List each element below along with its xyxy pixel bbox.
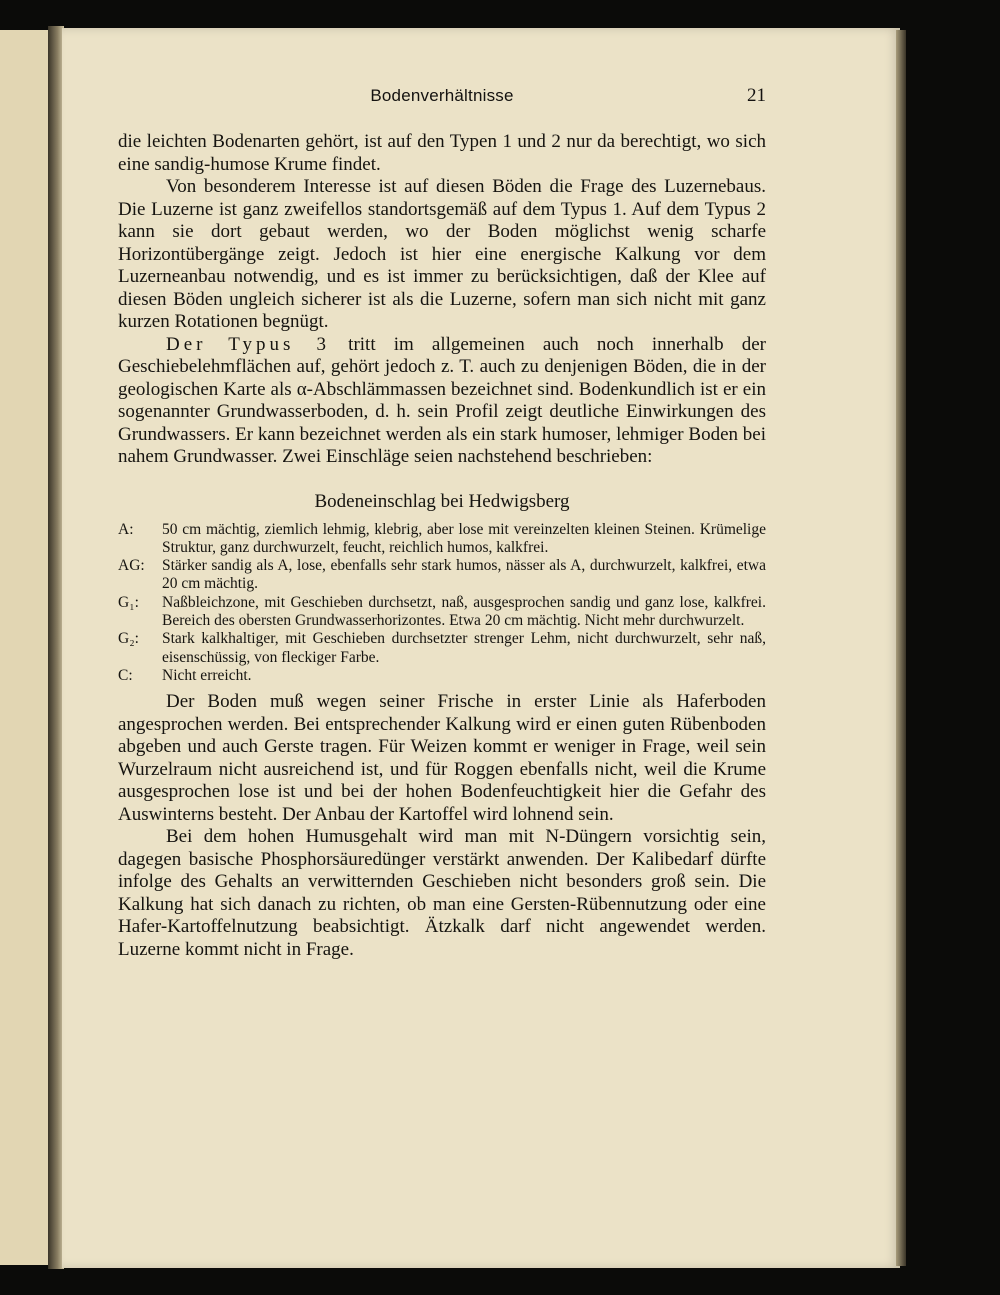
running-head: Bodenverhältnisse xyxy=(370,86,514,105)
paragraph-1-text: die leichten Bodenarten gehört, ist auf den Typen 1 und 2 nur da berechtigt, wo sich eine sandig-humose Krume findet. xyxy=(118,131,766,175)
paragraph-5 xyxy=(118,826,766,961)
horizon-description: Nicht erreicht. xyxy=(162,666,252,684)
horizon-label: C: xyxy=(118,666,133,684)
facing-page-edge xyxy=(0,30,51,1265)
horizon-ag xyxy=(118,557,766,594)
horizon-a xyxy=(118,521,766,558)
page-header xyxy=(118,86,766,112)
horizon-description: Stärker sandig als A, lose, ebenfalls sehr stark humos, nässer als A, durchwurzelt, kalkfrei, etwa 20 cm mächtig. xyxy=(162,557,766,593)
paragraph-1 xyxy=(118,131,766,176)
horizon-description: Naßbleichzone, mit Geschieben durchsetzt, naß, ausgesprochen sandig und ganz lose, kalkfrei. Bereich des obersten Grundwasserhorizontes. Etwa 20 cm mächtig. Nicht mehr durchwurzelt. xyxy=(162,593,766,629)
paragraph-4 xyxy=(118,691,766,826)
horizon-list xyxy=(118,521,766,686)
type-3-emphasis: Der Typus 3 xyxy=(166,333,331,355)
profile-heading: Bodeneinschlag bei Hedwigsberg xyxy=(314,490,570,512)
paragraph-3-text: tritt im allgemeinen auch noch innerhalb der Geschiebelehmflächen auf, gehört jedoch z. T. auch zu denjenigen Böden, die in der geologischen Karte als α-Abschlämmassen bezeichnet sind. Bodenkundlich ist er ein sogenannter Grundwasserboden, d. h. sein Profil zeigt deutliche Einwirkungen des Grundwassers. Er kann bezeichnet werden als ein stark humoser, lehmiger Boden bei nahem Grundwasser. Zwei Einschläge seien nachstehend beschrieben: xyxy=(118,333,766,467)
paragraph-2 xyxy=(118,176,766,334)
horizon-description: Stark kalkhaltiger, mit Geschieben durchsetzter strenger Lehm, nicht durchwurzelt, sehr naß, eisenschüssig, von fleckiger Farbe. xyxy=(162,630,766,666)
page-fore-edge xyxy=(896,30,906,1266)
page-number: 21 xyxy=(747,85,766,106)
paragraph-3 xyxy=(118,334,766,469)
horizon-c xyxy=(118,667,766,685)
paragraph-4-text: Der Boden muß wegen seiner Frische in erster Linie als Haferboden angesprochen werden. Bei entsprechender Kalkung wird er einen guten Rübenboden abgeben und auch Gerste tragen. Für Weizen kommt er weniger in Frage, weil sein Wurzelraum nicht ausreichend ist, und für Roggen ebenfalls nicht, weil die Krume ausgesprochen lose ist und bei der hohen Bodenfeuchtigkeit hier die Gefahr des Auswinterns besteht. Der Anbau der Kartoffel wird lohnend sein. xyxy=(118,691,766,825)
horizon-label: A: xyxy=(118,520,134,538)
horizon-label: G₁: xyxy=(118,593,139,611)
horizon-g2 xyxy=(118,630,766,667)
paragraph-5-text: Bei dem hohen Humusgehalt wird man mit N-Düngern vorsichtig sein, dagegen basische Phosphorsäuredünger verstärkt anwenden. Der Kalibedarf dürfte infolge des Gehalts an verwitternden Geschieben nicht besonders groß sein. Die Kalkung hat sich danach zu richten, ob man eine Gersten-Rübennutzung oder eine Hafer-Kartoffelnutzung beabsichtigt. Ätzkalk darf nicht angewendet werden. Luzerne kommt nicht in Frage. xyxy=(118,826,766,960)
horizon-description: 50 cm mächtig, ziemlich lehmig, klebrig, aber lose mit vereinzelten kleinen Steinen. Krümelige Struktur, ganz durchwurzelt, feucht, reichlich humos, kalkfrei. xyxy=(162,520,766,556)
paragraph-2-text: Von besonderem Interesse ist auf diesen Böden die Frage des Luzernebaus. Die Luzerne ist ganz zweifellos standortsgemäß auf dem Typus 1. Auf dem Typus 2 kann sie dort gebaut werden, wo der Boden möglichst wenig scharfe Horizontübergänge zeigt. Jedoch ist hier eine energische Kalkung vor dem Luzerneanbau notwendig, und es ist immer zu berücksichtigen, daß der Klee auf diesen Böden ungleich sicherer ist als die Luzerne, sofern man sich nicht mit ganz kurzen Rotationen begnügt. xyxy=(118,176,766,332)
page-body xyxy=(118,131,766,961)
horizon-label: G₂: xyxy=(118,630,139,648)
horizon-label: AG: xyxy=(118,557,145,575)
horizon-g1 xyxy=(118,594,766,631)
